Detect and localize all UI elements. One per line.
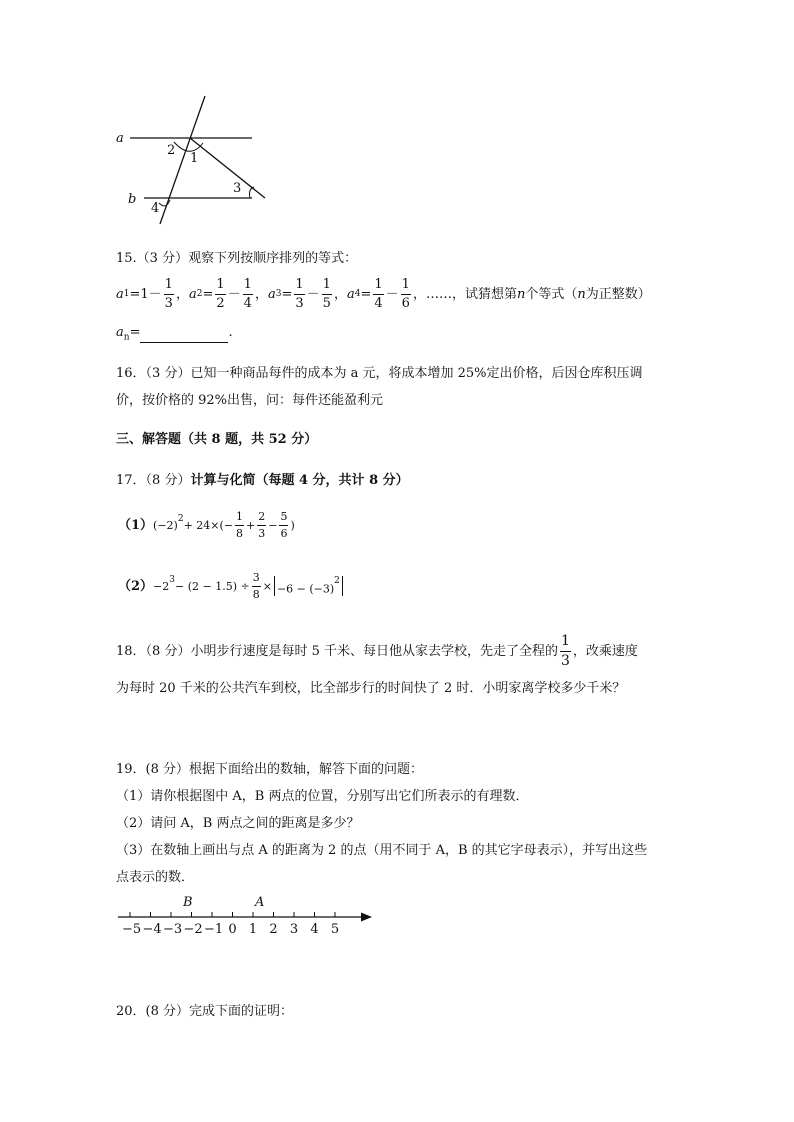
a1-fraction: $\frac{1}{3}$ [164,277,173,311]
q19-sub1: （1）请你根据图中 A，B 两点的位置，分别写出它们所表示的有理数． [116,789,529,804]
tick-label: −2 [183,922,203,937]
a1-symbol: a [116,286,124,302]
tick-label: 5 [330,922,340,937]
tick-label: 0 [228,922,237,937]
tick-label: −3 [163,922,183,937]
p1-fraction-2: $\frac{2}{3}$ [258,510,266,540]
q19-sub2: （2）请问 A，B 两点之间的距离是多少？ [116,816,360,831]
a4-symbol: a [346,286,355,302]
tick-label: 1 [248,922,258,937]
a2-fraction-1: $\frac{1}{2}$ [216,277,225,311]
angle-4-label: 4 [151,201,160,216]
a3-symbol: a [267,286,276,302]
point-B-label: B [183,895,193,910]
q19-sub3-line1: （3）在数轴上画出与点 A 的距离为 2 的点（用不同于 A，B 的其它字母表示），并写出这些 [116,843,648,858]
p1-fraction-3: $\frac{5}{6}$ [280,510,288,540]
a1-eq: =1－ [129,286,162,302]
angle-2-label: 2 [167,143,176,158]
q15-answer-line: $a_n=$ . [116,325,233,343]
number-line-tick-labels [116,921,376,937]
a2-symbol: a [188,286,197,302]
q17-part2: （2） −2 $^3$ − (2 − 1.5) ÷ $\frac{3}{8}$ × $-6 - (-3)^2$ [118,572,343,600]
q15-sequence: a 1 =1－ $\frac{1}{3}$ ， a 2 = $\frac{1}{2}$ － $\frac{1}{4}$ ， a 3 = $\frac{1}{3}$ － $\frac{1}{5}$ ， a 4 = $\frac{1}{4}$ － $\frac{1}{6}$ ，……，试猜想第 n 个等式（ n 为正整数） [116,277,651,311]
p1-fraction-1: $\frac{1}{8}$ [236,510,244,540]
q17-heading: 17．（8 分）计算与化简（每题 4 分，共计 8 分） [116,473,409,488]
a1-sub: 1 [123,288,130,299]
q20-heading: 20．(8 分）完成下面的证明： [116,1004,294,1019]
a3-fraction-1: $\frac{1}{3}$ [295,277,304,311]
tick-label: −5 [122,922,142,937]
tick-label: −4 [142,922,162,937]
point-A-label: A [255,895,265,910]
tick-label: 2 [269,922,278,937]
q18-line2: 为每时 20 千米的公共汽车到校，比全部步行的时间快了 2 时．小明家离学校多少千米？ [116,681,626,696]
a4-fraction-1: $\frac{1}{4}$ [374,277,383,311]
tick-label: −1 [204,922,224,937]
angle-3-label: 3 [233,181,242,196]
p2-fraction: $\frac{3}{8}$ [252,571,260,601]
q18-line1: 18．（8 分）小明步行速度是每时 5 千米、每日他从家去学校，先走了全程的 $\frac{1}{3}$ ，改乘速度 [116,633,638,669]
tick-label: 3 [289,922,299,937]
absolute-value: $-6 - (-3)^2$ [274,576,343,596]
line-a-label: a [116,131,124,146]
q19-heading: 19．(8 分）根据下面给出的数轴，解答下面的问题： [116,762,424,777]
tick-label: 4 [310,922,319,937]
q19-sub3-line2: 点表示的数． [116,870,195,885]
q16-line2: 价，按价格的 92%出售，问：每件还能盈利元 [116,393,384,408]
answer-blank[interactable] [140,330,228,343]
q16-line1: 16．（3 分）已知一种商品每件的成本为 a 元，将成本增加 25%定出价格，后因仓库积压调 [116,366,643,381]
a3-fraction-2: $\frac{1}{5}$ [322,277,331,311]
q15-heading: 15.（3 分）观察下列按顺序排列的等式： [116,251,358,266]
q18-fraction: $\frac{1}{3}$ [560,633,570,669]
line-b-label: b [128,192,137,207]
a4-fraction-2: $\frac{1}{6}$ [401,277,410,311]
a2-fraction-2: $\frac{1}{4}$ [243,277,252,311]
q17-part1: （1） (−2) $^2$ + 24×(− $\frac{1}{8}$ + $\frac{2}{3}$ − $\frac{5}{6}$ ) [118,510,295,540]
section-3-heading: 三、解答题（共 8 题，共 52 分） [116,432,318,447]
angle-1-label: 1 [190,151,199,166]
